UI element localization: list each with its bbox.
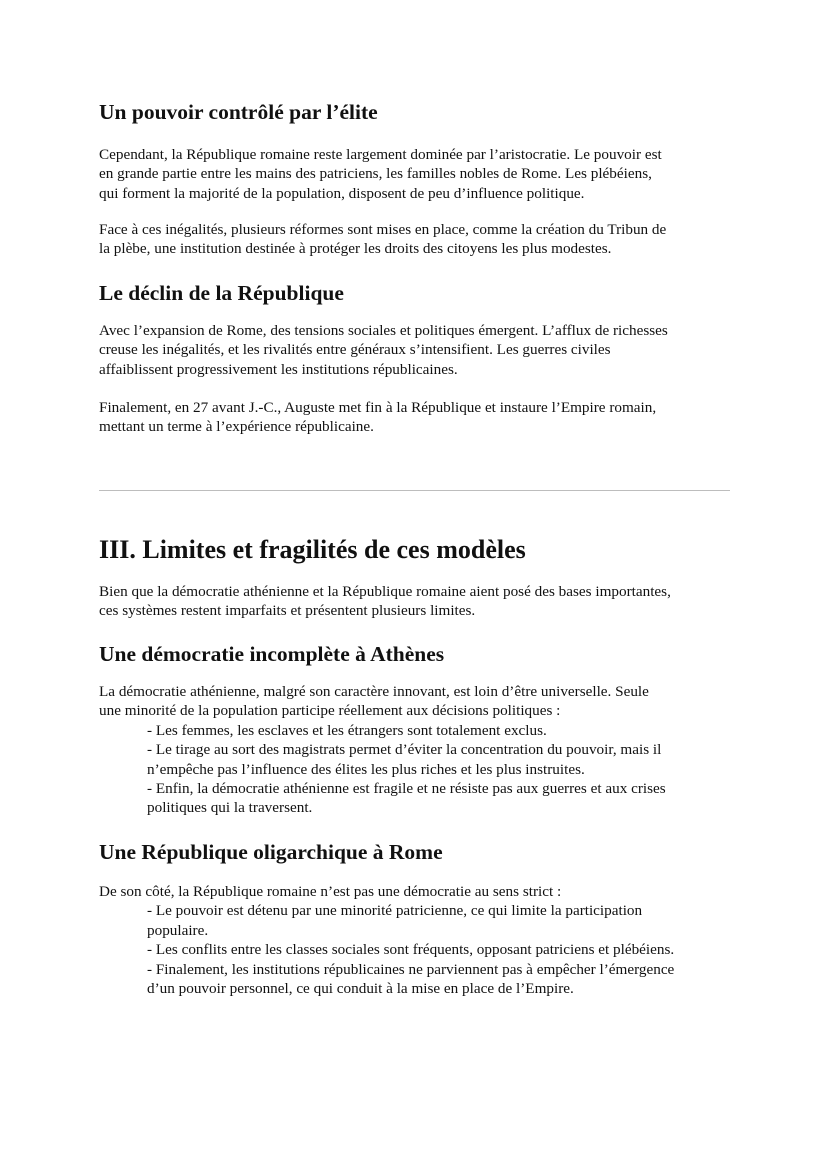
text-line: mettant un terme à l’expérience républicaine. (99, 418, 374, 436)
list-item: politiques qui la traversent. (147, 799, 313, 817)
list-item: n’empêche pas l’influence des élites les plus riches et les plus instruites. (147, 760, 585, 778)
heading-limites-fragilites: III. Limites et fragilités de ces modèles (99, 535, 526, 564)
horizontal-divider (99, 490, 730, 491)
list-item: populaire. (147, 921, 209, 939)
list-item: d’un pouvoir personnel, ce qui conduit à la mise en place de l’Empire. (147, 980, 574, 998)
list-item: - Enfin, la démocratie athénienne est fragile et ne résiste pas aux guerres et aux crises (147, 780, 666, 798)
text-line: Cependant, la République romaine reste largement dominée par l’aristocratie. Le pouvoir est (99, 146, 662, 163)
text-line: la plèbe, une institution destinée à protéger les droits des citoyens les plus modestes. (99, 240, 612, 258)
list-item: - Les femmes, les esclaves et les étrangers sont totalement exclus. (147, 721, 547, 739)
list-item: - Le tirage au sort des magistrats permet d’éviter la concentration du pouvoir, mais il (147, 741, 662, 759)
text-line: qui forment la majorité de la population, disposent de peu d’influence politique. (99, 184, 585, 202)
paragraph (99, 145, 738, 203)
text-line: affaiblissent progressivement les institutions républicaines. (99, 360, 458, 378)
heading-declin-republique: Le déclin de la République (99, 281, 344, 305)
text-line: creuse les inégalités, et les rivalités entre généraux s’intensifient. Les guerres civiles (99, 341, 611, 359)
paragraph (99, 682, 738, 818)
text-line: une minorité de la population participe réellement aux décisions politiques : (99, 702, 561, 720)
heading-democratie-athenes: Une démocratie incomplète à Athènes (99, 642, 445, 666)
paragraph (99, 882, 738, 998)
text-line: Finalement, en 27 avant J.-C., Auguste met fin à la République et instaure l’Empire romain, (99, 399, 657, 416)
text-line: Face à ces inégalités, plusieurs réformes sont mises en place, comme la création du Tribun de (99, 221, 667, 238)
list-item: - Les conflits entre les classes sociales sont fréquents, opposant patriciens et plébéiens. (147, 941, 675, 959)
list-item: - Le pouvoir est détenu par une minorité patricienne, ce qui limite la participation (147, 902, 643, 920)
text-line: Bien que la démocratie athénienne et la République romaine aient posé des bases importantes, (99, 583, 671, 600)
text-line: La démocratie athénienne, malgré son caractère innovant, est loin d’être universelle. Seule (99, 683, 649, 700)
paragraph (99, 220, 738, 259)
paragraph (99, 321, 738, 379)
list-item: - Finalement, les institutions républicaines ne parviennent pas à empêcher l’émergence (147, 960, 675, 978)
paragraph (99, 582, 738, 621)
text-line: en grande partie entre les mains des patriciens, les familles nobles de Rome. Les plébéiens, (99, 165, 652, 183)
paragraph (99, 398, 738, 437)
text-line: ces systèmes restent imparfaits et présentent plusieurs limites. (99, 602, 476, 620)
text-line: Avec l’expansion de Rome, des tensions sociales et politiques émergent. L’afflux de richesses (99, 322, 668, 339)
heading-pouvoir-elite: Un pouvoir contrôlé par l’élite (99, 100, 378, 124)
heading-republique-rome: Une République oligarchique à Rome (99, 840, 443, 864)
text-line: De son côté, la République romaine n’est pas une démocratie au sens strict : (99, 883, 562, 900)
